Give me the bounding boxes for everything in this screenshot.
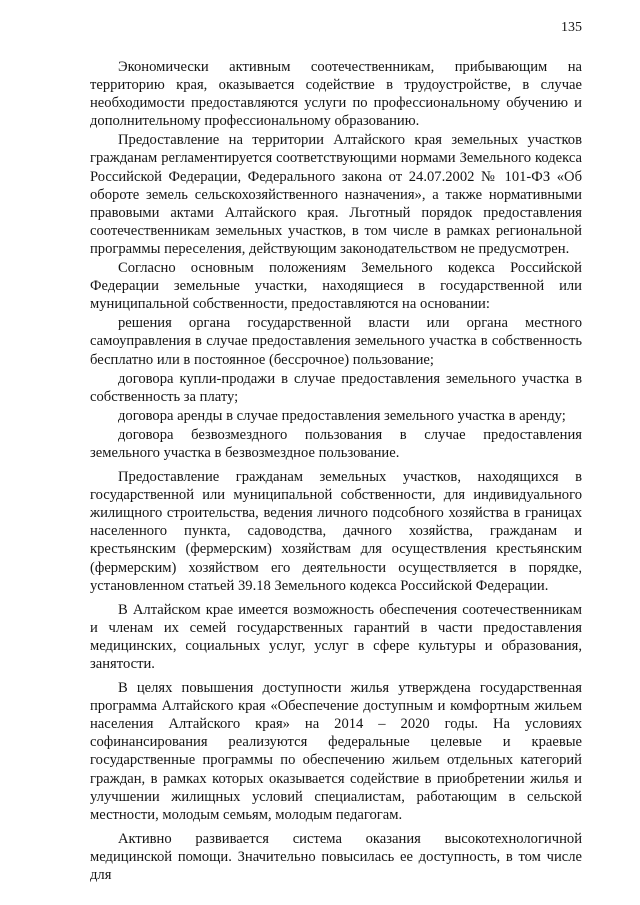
body-text (90, 58, 582, 884)
paragraph-land-provision: Предоставление гражданам земельных участков, находящихся в государственной или муниципальной собственности, для индивидуального жилищного строительства, ведения личного подсобного хозяйства в границах населенного пункта, садоводства, дачного хозяйства, гражданам и крестьянским (фермерским) хозяйствам для осуществления крестьянским (фермерским) хозяйством его деятельности осуществляется в порядке, установленном статьей 39.18 Земельного кодекса Российской Федерации. (90, 469, 582, 594)
paragraph-state-guarantees: В Алтайском крае имеется возможность обеспечения соотечественникам и членам их семей государственных гарантий в части предоставления медицинских, социальных услуг, услуг в сфере культуры и образования, занятости. (90, 601, 582, 672)
list-item-purchase-agreement: договора купли-продажи в случае предоставления земельного участка в собственность за плату; (90, 370, 582, 405)
paragraph-land-code-grounds: Согласно основным положениям Земельного кодекса Российской Федерации земельные участки, находящиеся в государственной или муниципальной собственности, предоставляются на основании: (90, 260, 582, 313)
page-number: 135 (561, 20, 582, 35)
list-item-free-use-agreement: договора безвозмездного пользования в случае предоставления земельного участка в безвозмездное пользование. (90, 426, 582, 461)
paragraph-high-tech-medicine: Активно развивается система оказания высокотехнологичной медицинской помощи. Значительно повысилась ее доступность, в том числе для (90, 830, 582, 884)
list-item-authority-decision: решения органа государственной власти или органа местного самоуправления в случае предоставления земельного участка в собственность бесплатно или в постоянное (бессрочное) пользование; (90, 315, 582, 368)
list-item-lease-agreement: договора аренды в случае предоставления земельного участка в аренду; (118, 407, 566, 424)
paragraph-employment-support: Экономически активным соотечественникам, прибывающим на территорию края, оказывается содействие в трудоустройстве, в случае необходимости предоставляются услуги по профессиональному обучению и дополнительному профессиональному образованию. (90, 59, 582, 130)
paragraph-housing-program: В целях повышения доступности жилья утверждена государственная программа Алтайского края «Обеспечение доступным и комфортным жильем населения Алтайского края» на 2014 – 2020 годы. На условиях софинансирования реализуются федеральные целевые и краевые государственные программы по обеспечению жильем отдельных категорий граждан, в рамках которых оказывается содействие в приобретении жилья и улучшении жилищных условий специалистам, работающим в сельской местности, молодым семьям, молодым педагогам. (90, 680, 582, 823)
paragraph-land-regulation: Предоставление на территории Алтайского края земельных участков гражданам регламентируется соответствующими нормами Земельного кодекса Российской Федерации, Федерального закона от 24.07.2002 № 101-ФЗ «Об обороте земель сельскохозяйственного назначения», а также нормативными правовыми актами Алтайского края. Льготный порядок предоставления соотечественникам земельных участков, в том числе в рамках региональной программы переселения, действующим законодательством не предусмотрен. (90, 132, 582, 257)
